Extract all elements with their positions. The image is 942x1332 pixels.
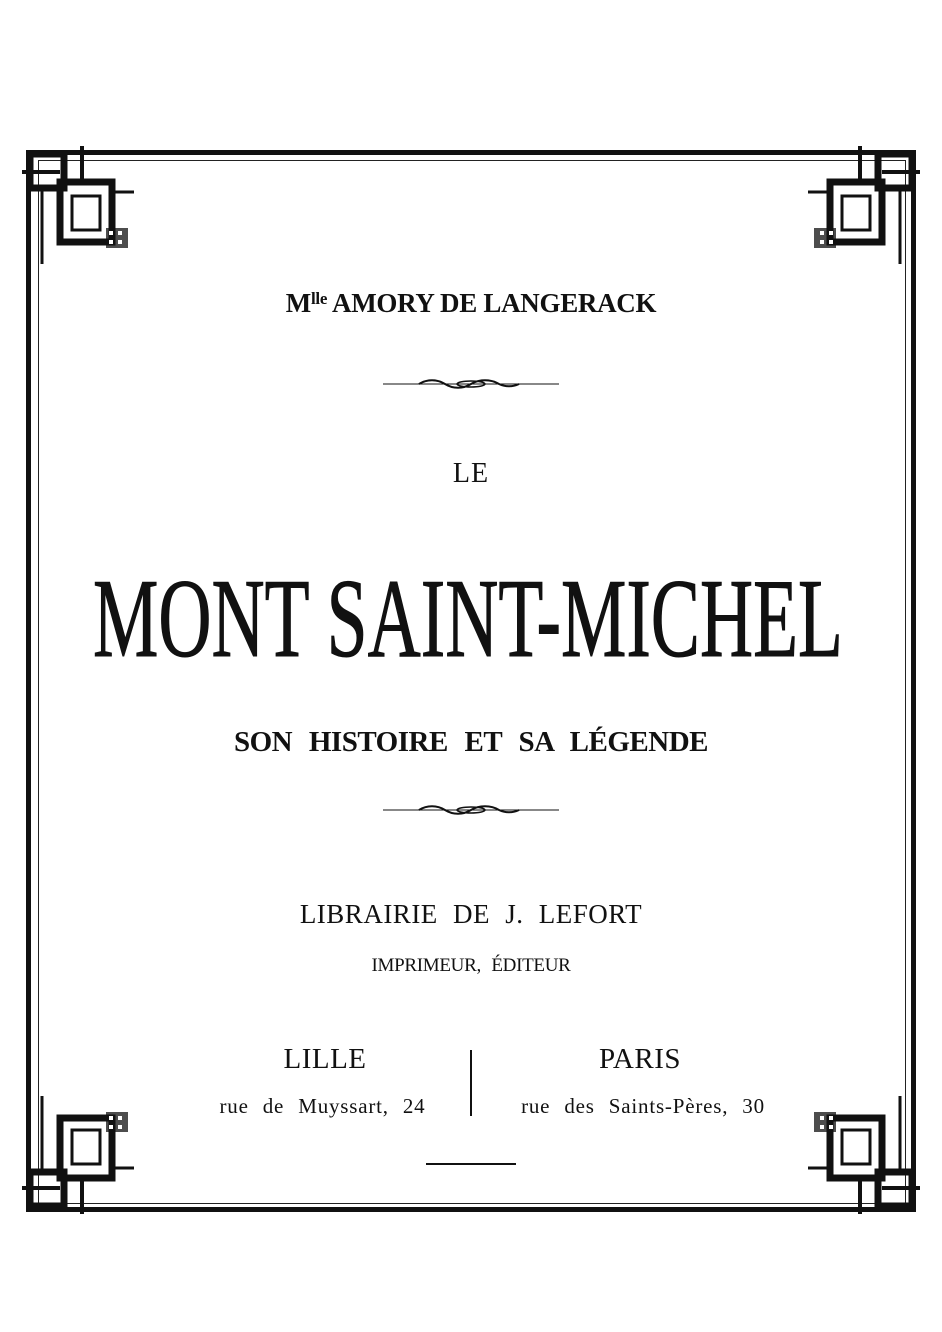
location-divider xyxy=(470,1050,472,1116)
title-article: LE xyxy=(452,458,490,489)
fretwork-corner-icon xyxy=(22,1096,134,1214)
author-line xyxy=(0,288,942,319)
publisher-name: LIBRAIRIE DE J. LEFORT xyxy=(299,899,643,929)
author-prefix-superscript: lle xyxy=(310,289,328,308)
fretwork-corner-icon xyxy=(22,146,134,264)
author-name: AMORY DE LANGERACK xyxy=(332,288,657,318)
main-title-text: MONT SAINT-MICHEL xyxy=(93,557,843,668)
closing-rule xyxy=(426,1163,516,1165)
address-paris: rue des Saints-Pères, 30 xyxy=(521,1094,765,1118)
subtitle: SON HISTOIRE ET SA LÉGENDE xyxy=(234,726,708,758)
city-paris: PARIS xyxy=(598,1043,682,1075)
city-lille: LILLE xyxy=(283,1043,367,1075)
flourish-ornament-icon xyxy=(383,803,559,817)
publisher-role: IMPRIMEUR, ÉDITEUR xyxy=(371,955,571,976)
fretwork-corner-icon xyxy=(808,146,920,264)
flourish-ornament-icon xyxy=(383,377,559,391)
main-title xyxy=(88,548,848,668)
author-prefix: M xyxy=(285,288,311,318)
address-lille: rue de Muyssart, 24 xyxy=(219,1094,426,1118)
fretwork-corner-icon xyxy=(808,1096,920,1214)
